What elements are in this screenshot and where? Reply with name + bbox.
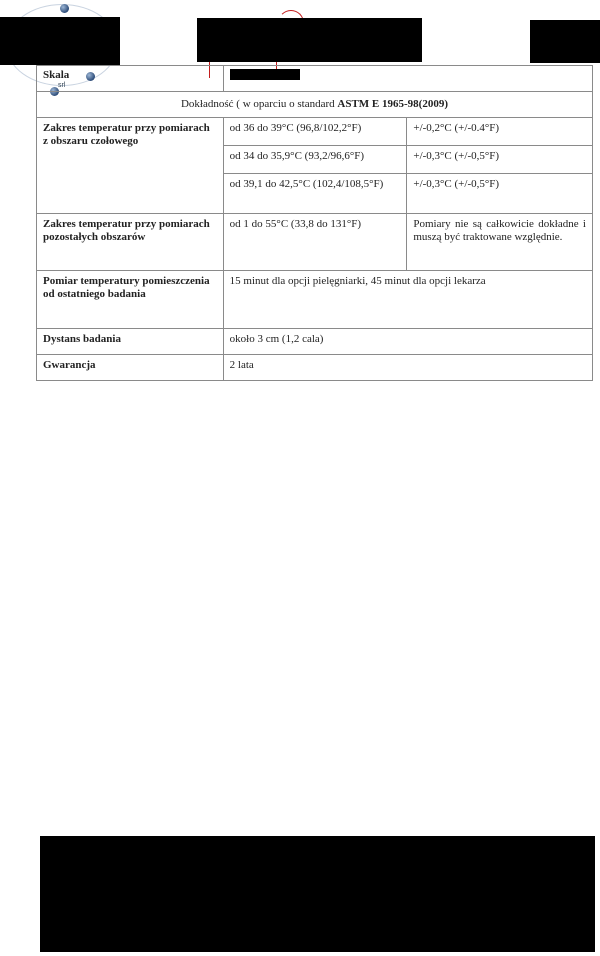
redaction-box bbox=[530, 20, 600, 63]
warranty-label: Gwarancja bbox=[37, 355, 224, 381]
accuracy-prefix: Dokładność ( w oparciu o standard bbox=[180, 98, 338, 110]
distance-value: około 3 cm (1,2 cala) bbox=[223, 329, 592, 355]
forehead-range: od 34 do 35,9°C (93,2/96,6°F) bbox=[223, 146, 407, 174]
redaction-box bbox=[197, 18, 422, 62]
scale-label: Skala bbox=[37, 66, 224, 92]
redaction-box bbox=[40, 836, 595, 952]
accuracy-standard: ASTM E 1965-98(2009) bbox=[337, 98, 448, 110]
logo-dot bbox=[60, 4, 69, 13]
table-row bbox=[37, 214, 593, 271]
redaction-box bbox=[0, 17, 120, 65]
specification-table bbox=[36, 65, 593, 381]
forehead-accuracy: +/-0,3°C (+/-0,5°F) bbox=[407, 174, 593, 214]
warranty-value: 2 lata bbox=[223, 355, 592, 381]
other-areas-note: Pomiary nie są całkowicie dokładne i muszą być traktowane względnie. bbox=[407, 214, 593, 271]
other-areas-label: Zakres temperatur przy pomiarach pozostałych obszarów bbox=[37, 214, 224, 271]
logo-text: srl bbox=[58, 82, 66, 89]
table-row bbox=[37, 271, 593, 329]
room-temp-label: Pomiar temperatury pomieszczenia od ostatniego badania bbox=[37, 271, 224, 329]
accuracy-header bbox=[37, 92, 593, 118]
scale-value bbox=[223, 66, 592, 92]
room-temp-value: 15 minut dla opcji pielęgniarki, 45 minut dla opcji lekarza bbox=[223, 271, 592, 329]
table-row bbox=[37, 329, 593, 355]
forehead-label: Zakres temperatur przy pomiarach z obszaru czołowego bbox=[37, 118, 224, 214]
forehead-range: od 36 do 39°C (96,8/102,2°F) bbox=[223, 118, 407, 146]
table-row bbox=[37, 355, 593, 381]
forehead-range: od 39,1 do 42,5°C (102,4/108,5°F) bbox=[223, 174, 407, 214]
distance-label: Dystans badania bbox=[37, 329, 224, 355]
table-row bbox=[37, 66, 593, 92]
other-areas-range: od 1 do 55°C (33,8 do 131°F) bbox=[223, 214, 407, 271]
forehead-accuracy: +/-0,3°C (+/-0,5°F) bbox=[407, 146, 593, 174]
forehead-accuracy: +/-0,2°C (+/-0.4°F) bbox=[407, 118, 593, 146]
redaction-box bbox=[230, 69, 300, 80]
table-row bbox=[37, 92, 593, 118]
table-row bbox=[37, 118, 593, 146]
